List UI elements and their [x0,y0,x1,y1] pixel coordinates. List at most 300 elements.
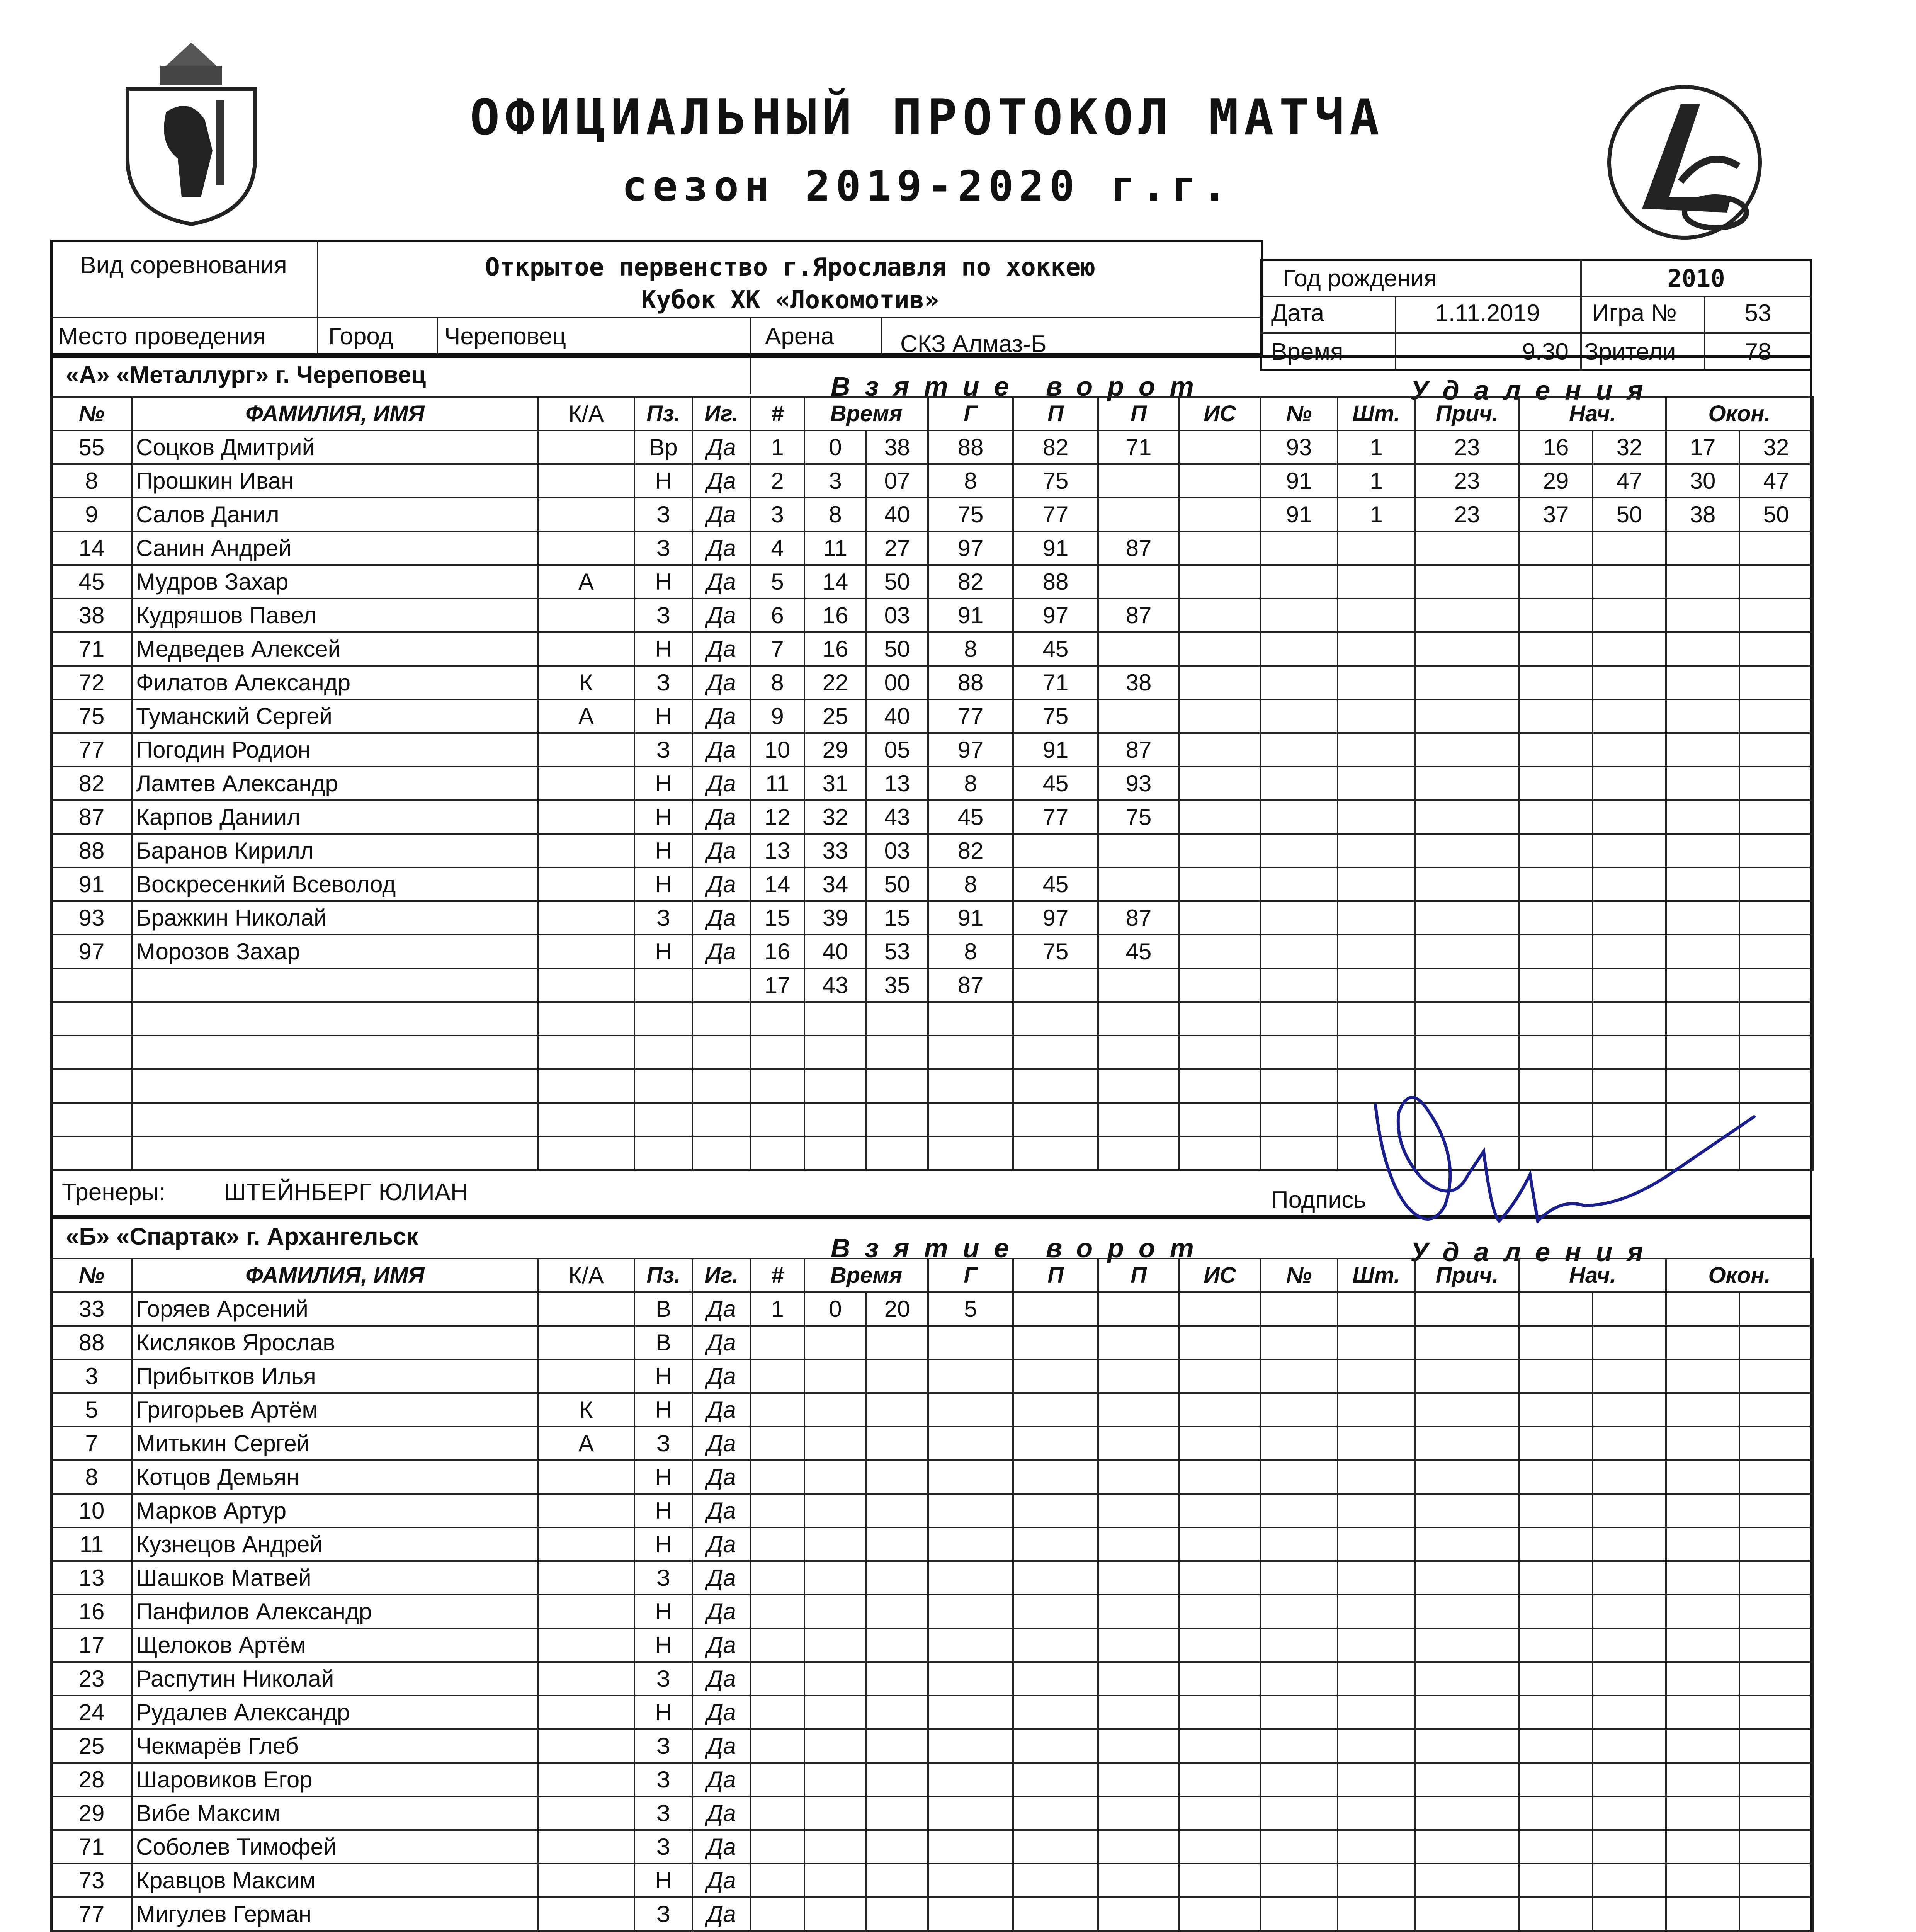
player-captaincy [538,430,634,464]
table-row [1260,498,1813,531]
goal-scorer [928,1460,1013,1494]
player-position: З [634,498,692,531]
penalty-start-minute: 29 [1519,464,1593,498]
goal-assist-2: 71 [1098,430,1179,464]
player-name: Кузнецов Андрей [132,1527,538,1561]
goal-assist-2: 93 [1098,767,1179,800]
goal-scorer: 45 [928,800,1013,834]
goal-situation [1179,666,1260,699]
goal-number [750,1427,804,1460]
penalty-reason [1415,1830,1519,1864]
goal-number [750,1696,804,1729]
goal-situation [1179,1662,1260,1696]
col-pen-end: Окон. [1666,1259,1813,1292]
table-row [1260,935,1813,968]
penalty-end-second [1739,1326,1813,1359]
penalty-start-minute [1519,834,1593,867]
goal-assist-1 [1013,1662,1098,1696]
penalty-reason [1415,666,1519,699]
player-number: 91 [51,867,132,901]
goal-second: 07 [866,464,928,498]
player-captaincy [538,1069,634,1103]
penalty-minutes [1338,1427,1415,1460]
player-captaincy: К [538,1393,634,1427]
goal-number: 3 [750,498,804,531]
penalty-reason [1415,867,1519,901]
penalty-player [1260,1494,1338,1527]
player-number: 72 [51,666,132,699]
goal-assist-1: 88 [1013,565,1098,599]
season-subtitle: сезон 2019-2020 г.г. [622,162,1233,211]
team-a-sign-label: Подпись [1271,1187,1366,1213]
penalty-end-second [1739,968,1813,1002]
penalty-end-second [1739,867,1813,901]
player-captaincy [538,800,634,834]
goal-assist-2 [1098,1069,1179,1103]
player-name: Кудряшов Павел [132,599,538,632]
goal-scorer [928,1561,1013,1595]
penalty-end-second: 47 [1739,464,1813,498]
penalty-end-minute [1666,1595,1739,1628]
goal-assist-2 [1098,464,1179,498]
table-row [750,699,1260,733]
table-row [750,1393,1260,1427]
player-number: 17 [51,1628,132,1662]
player-number [51,1103,132,1136]
player-position: З [634,1427,692,1460]
table-row [1260,1864,1813,1897]
player-number: 77 [51,1897,132,1931]
goal-scorer [928,1696,1013,1729]
goal-assist-2 [1098,1036,1179,1069]
table-row [1260,1830,1813,1864]
player-captaincy [538,767,634,800]
player-position: З [634,1561,692,1595]
player-captaincy [538,1864,634,1897]
table-row [750,1628,1260,1662]
player-name: Воскресенкий Всеволод [132,867,538,901]
goal-number [750,1002,804,1036]
player-captaincy [538,1561,634,1595]
player-position [634,1136,692,1170]
goal-minute: 29 [804,733,866,767]
table-row [750,733,1260,767]
goal-scorer: 87 [928,968,1013,1002]
penalty-player [1260,699,1338,733]
player-position: З [634,901,692,935]
penalty-player [1260,1897,1338,1931]
table-row [1260,1595,1813,1628]
table-row [1260,599,1813,632]
table-row [51,1595,750,1628]
goal-second: 03 [866,834,928,867]
goal-second [866,1359,928,1393]
player-number: 82 [51,767,132,800]
col-ka: К/А [538,1259,634,1292]
table-row [51,1729,750,1763]
penalty-end-minute [1666,935,1739,968]
penalty-start-minute [1519,1292,1593,1326]
col-played: Иг. [692,397,750,430]
penalty-reason [1415,699,1519,733]
penalty-end-minute [1666,1460,1739,1494]
goal-second: 50 [866,565,928,599]
team-b-penalties-table [1260,1258,1814,1932]
goal-minute [804,1595,866,1628]
penalty-minutes [1338,1763,1415,1796]
penalty-start-minute [1519,1864,1593,1897]
penalty-player [1260,1292,1338,1326]
penalty-player [1260,901,1338,935]
goal-situation [1179,901,1260,935]
penalty-player [1260,1561,1338,1595]
goal-situation [1179,968,1260,1002]
player-played: Да [692,1796,750,1830]
player-position: Н [634,464,692,498]
player-played: Да [692,1427,750,1460]
goal-assist-1 [1013,1864,1098,1897]
table-row [750,1292,1260,1326]
goal-situation [1179,1427,1260,1460]
player-played: Да [692,430,750,464]
penalty-player [1260,1460,1338,1494]
goal-number [750,1830,804,1864]
goal-number [750,1326,804,1359]
goal-assist-1 [1013,1103,1098,1136]
player-name [132,1036,538,1069]
player-position: Н [634,565,692,599]
table-row [750,531,1260,565]
penalty-start-second [1593,1561,1666,1595]
penalty-end-second [1739,1292,1813,1326]
penalty-start-minute [1519,867,1593,901]
goal-minute: 25 [804,699,866,733]
goal-assist-1: 45 [1013,867,1098,901]
penalty-player [1260,1864,1338,1897]
player-name: Санин Андрей [132,531,538,565]
birth-year-label: Год рождения [1283,265,1437,292]
goal-second: 35 [866,968,928,1002]
penalty-minutes [1338,1729,1415,1763]
penalty-start-minute [1519,1393,1593,1427]
player-captaincy [538,1662,634,1696]
penalty-minutes [1338,767,1415,800]
table-row [51,1292,750,1326]
player-captaincy [538,632,634,666]
table-row [750,666,1260,699]
player-played: Да [692,901,750,935]
table-row [1260,968,1813,1002]
goal-situation [1179,699,1260,733]
goal-number [750,1494,804,1527]
player-captaincy [538,1359,634,1393]
penalty-player [1260,800,1338,834]
player-name: Морозов Захар [132,935,538,968]
penalty-start-second [1593,935,1666,968]
player-played: Да [692,1696,750,1729]
player-position: Н [634,935,692,968]
player-position: Н [634,767,692,800]
penalty-start-second [1593,1002,1666,1036]
spectators-label: Зрители [1584,338,1676,365]
goal-assist-2 [1098,1292,1179,1326]
penalty-start-minute [1519,1359,1593,1393]
goal-minute: 40 [804,935,866,968]
table-row [1260,1696,1813,1729]
player-played: Да [692,632,750,666]
penalty-end-minute [1666,767,1739,800]
player-captaincy [538,834,634,867]
penalty-end-minute [1666,1494,1739,1527]
goal-scorer: 8 [928,935,1013,968]
penalty-player [1260,1662,1338,1696]
penalty-reason [1415,1796,1519,1830]
goal-assist-1 [1013,1136,1098,1170]
goal-scorer [928,1897,1013,1931]
penalty-minutes [1338,632,1415,666]
player-number: 5 [51,1393,132,1427]
player-captaincy: К [538,666,634,699]
goal-scorer: 8 [928,867,1013,901]
penalty-minutes [1338,1561,1415,1595]
player-captaincy [538,901,634,935]
goal-number [750,1897,804,1931]
penalty-end-second [1739,1628,1813,1662]
player-played: Да [692,565,750,599]
player-captaincy [538,1729,634,1763]
col-pen-minutes: Шт. [1338,397,1415,430]
penalty-player: 91 [1260,498,1338,531]
goal-minute: 11 [804,531,866,565]
goal-assist-1 [1013,1561,1098,1595]
goal-number: 10 [750,733,804,767]
penalty-player [1260,767,1338,800]
time-label: Время [1271,338,1343,365]
penalty-end-minute [1666,1561,1739,1595]
penalty-start-second: 50 [1593,498,1666,531]
col-assist-1: П [1013,1259,1098,1292]
player-position: Н [634,834,692,867]
penalty-reason [1415,1729,1519,1763]
competition-line2: Кубок ХК «Локомотив» [641,286,939,315]
goal-second [866,1393,928,1427]
goal-minute [804,1830,866,1864]
player-played [692,968,750,1002]
goal-second: 50 [866,632,928,666]
goal-assist-2 [1098,1897,1179,1931]
player-captaincy [538,1897,634,1931]
goal-minute [804,1494,866,1527]
goal-situation [1179,1696,1260,1729]
goal-situation [1179,767,1260,800]
table-row [51,767,750,800]
goal-assist-2 [1098,1796,1179,1830]
penalty-start-second [1593,800,1666,834]
arena-label: Арена [765,323,835,350]
goal-assist-2: 87 [1098,599,1179,632]
time-value: 9.30 [1522,338,1569,365]
player-captaincy [538,531,634,565]
col-goal-scorer: Г [928,397,1013,430]
goal-number [750,1393,804,1427]
penalty-end-second [1739,1796,1813,1830]
table-row [51,1628,750,1662]
table-row [1260,733,1813,767]
goal-second: 40 [866,498,928,531]
goal-assist-1 [1013,1326,1098,1359]
goal-minute [804,1002,866,1036]
player-captaincy [538,1136,634,1170]
goal-assist-2 [1098,834,1179,867]
goal-minute [804,1326,866,1359]
penalty-player [1260,565,1338,599]
goal-assist-2 [1098,1326,1179,1359]
penalty-reason [1415,1359,1519,1393]
goal-assist-2: 87 [1098,531,1179,565]
goal-situation [1179,531,1260,565]
penalty-start-minute [1519,968,1593,1002]
game-number-value: 53 [1744,300,1771,327]
penalty-start-minute [1519,1002,1593,1036]
goal-second [866,1897,928,1931]
goal-assist-2 [1098,1763,1179,1796]
goal-situation [1179,430,1260,464]
player-name: Григорьев Артём [132,1393,538,1427]
penalty-end-second [1739,1427,1813,1460]
player-played: Да [692,1628,750,1662]
player-captaincy [538,733,634,767]
city-label: Город [328,323,393,350]
table-row [51,1527,750,1561]
goal-number: 17 [750,968,804,1002]
player-captaincy [538,1494,634,1527]
penalty-start-minute [1519,666,1593,699]
goal-assist-2: 87 [1098,733,1179,767]
lokomotiv-logo-icon [1603,81,1766,243]
player-position: В [634,1326,692,1359]
goal-situation [1179,1628,1260,1662]
player-number: 29 [51,1796,132,1830]
goal-number [750,1103,804,1136]
team-a-goals-table [750,396,1261,1171]
player-captaincy [538,1595,634,1628]
penalty-player [1260,834,1338,867]
goal-assist-1: 97 [1013,599,1098,632]
penalty-start-minute [1519,1796,1593,1830]
goal-number: 8 [750,666,804,699]
goal-situation [1179,1494,1260,1527]
table-row [1260,1494,1813,1527]
player-played [692,1036,750,1069]
penalty-reason [1415,968,1519,1002]
penalty-reason [1415,1696,1519,1729]
goal-second: 27 [866,531,928,565]
spectators-value: 78 [1744,338,1771,365]
table-row [51,935,750,968]
penalty-reason [1415,1292,1519,1326]
penalty-reason: 23 [1415,464,1519,498]
player-played: Да [692,935,750,968]
player-played: Да [692,1830,750,1864]
team-b-goals-table [750,1258,1261,1932]
player-played: Да [692,1527,750,1561]
goal-assist-1: 75 [1013,699,1098,733]
penalty-end-second [1739,767,1813,800]
player-name: Рудалев Александр [132,1696,538,1729]
player-number [51,1002,132,1036]
player-position: З [634,666,692,699]
penalty-start-minute [1519,1897,1593,1931]
penalty-reason [1415,1561,1519,1595]
penalty-start-minute: 16 [1519,430,1593,464]
penalty-end-second [1739,733,1813,767]
player-position: Н [634,632,692,666]
table-row [1260,531,1813,565]
goal-minute: 32 [804,800,866,834]
player-position: З [634,1897,692,1931]
table-row [51,1359,750,1393]
penalty-end-minute [1666,599,1739,632]
goal-minute: 43 [804,968,866,1002]
player-captaincy [538,867,634,901]
goal-minute: 34 [804,867,866,901]
goal-number: 15 [750,901,804,935]
player-captaincy [538,1103,634,1136]
penalty-reason [1415,800,1519,834]
goal-scorer [928,1662,1013,1696]
penalty-start-second [1593,632,1666,666]
penalty-end-minute [1666,699,1739,733]
penalty-player [1260,1136,1338,1170]
goal-assist-2 [1098,1427,1179,1460]
player-number: 55 [51,430,132,464]
penalty-end-second [1739,531,1813,565]
penalty-player [1260,1069,1338,1103]
penalty-end-second [1739,1897,1813,1931]
table-row [1260,800,1813,834]
goal-assist-2 [1098,1460,1179,1494]
player-captaincy [538,1002,634,1036]
goal-situation [1179,1897,1260,1931]
penalty-end-second [1739,1696,1813,1729]
penalty-start-second [1593,1527,1666,1561]
penalty-end-second [1739,1864,1813,1897]
penalty-minutes: 1 [1338,430,1415,464]
penalty-end-second [1739,800,1813,834]
goal-minute [804,1103,866,1136]
col-pos: Пз. [634,1259,692,1292]
penalty-minutes [1338,1460,1415,1494]
player-played [692,1103,750,1136]
table-row [51,464,750,498]
penalty-end-second [1739,1662,1813,1696]
penalty-start-minute [1519,800,1593,834]
penalty-start-minute: 37 [1519,498,1593,531]
goal-situation [1179,834,1260,867]
col-goal-no: # [750,1259,804,1292]
document-title: ОФИЦИАЛЬНЫЙ ПРОТОКОЛ МАТЧА [470,89,1385,146]
goal-number [750,1036,804,1069]
penalty-start-second [1593,565,1666,599]
goal-situation [1179,1359,1260,1393]
player-name: Котцов Демьян [132,1460,538,1494]
goal-second [866,1729,928,1763]
penalty-end-second [1739,1494,1813,1527]
goal-assist-2 [1098,565,1179,599]
goal-number [750,1628,804,1662]
goal-scorer [928,1136,1013,1170]
player-number [51,1069,132,1103]
